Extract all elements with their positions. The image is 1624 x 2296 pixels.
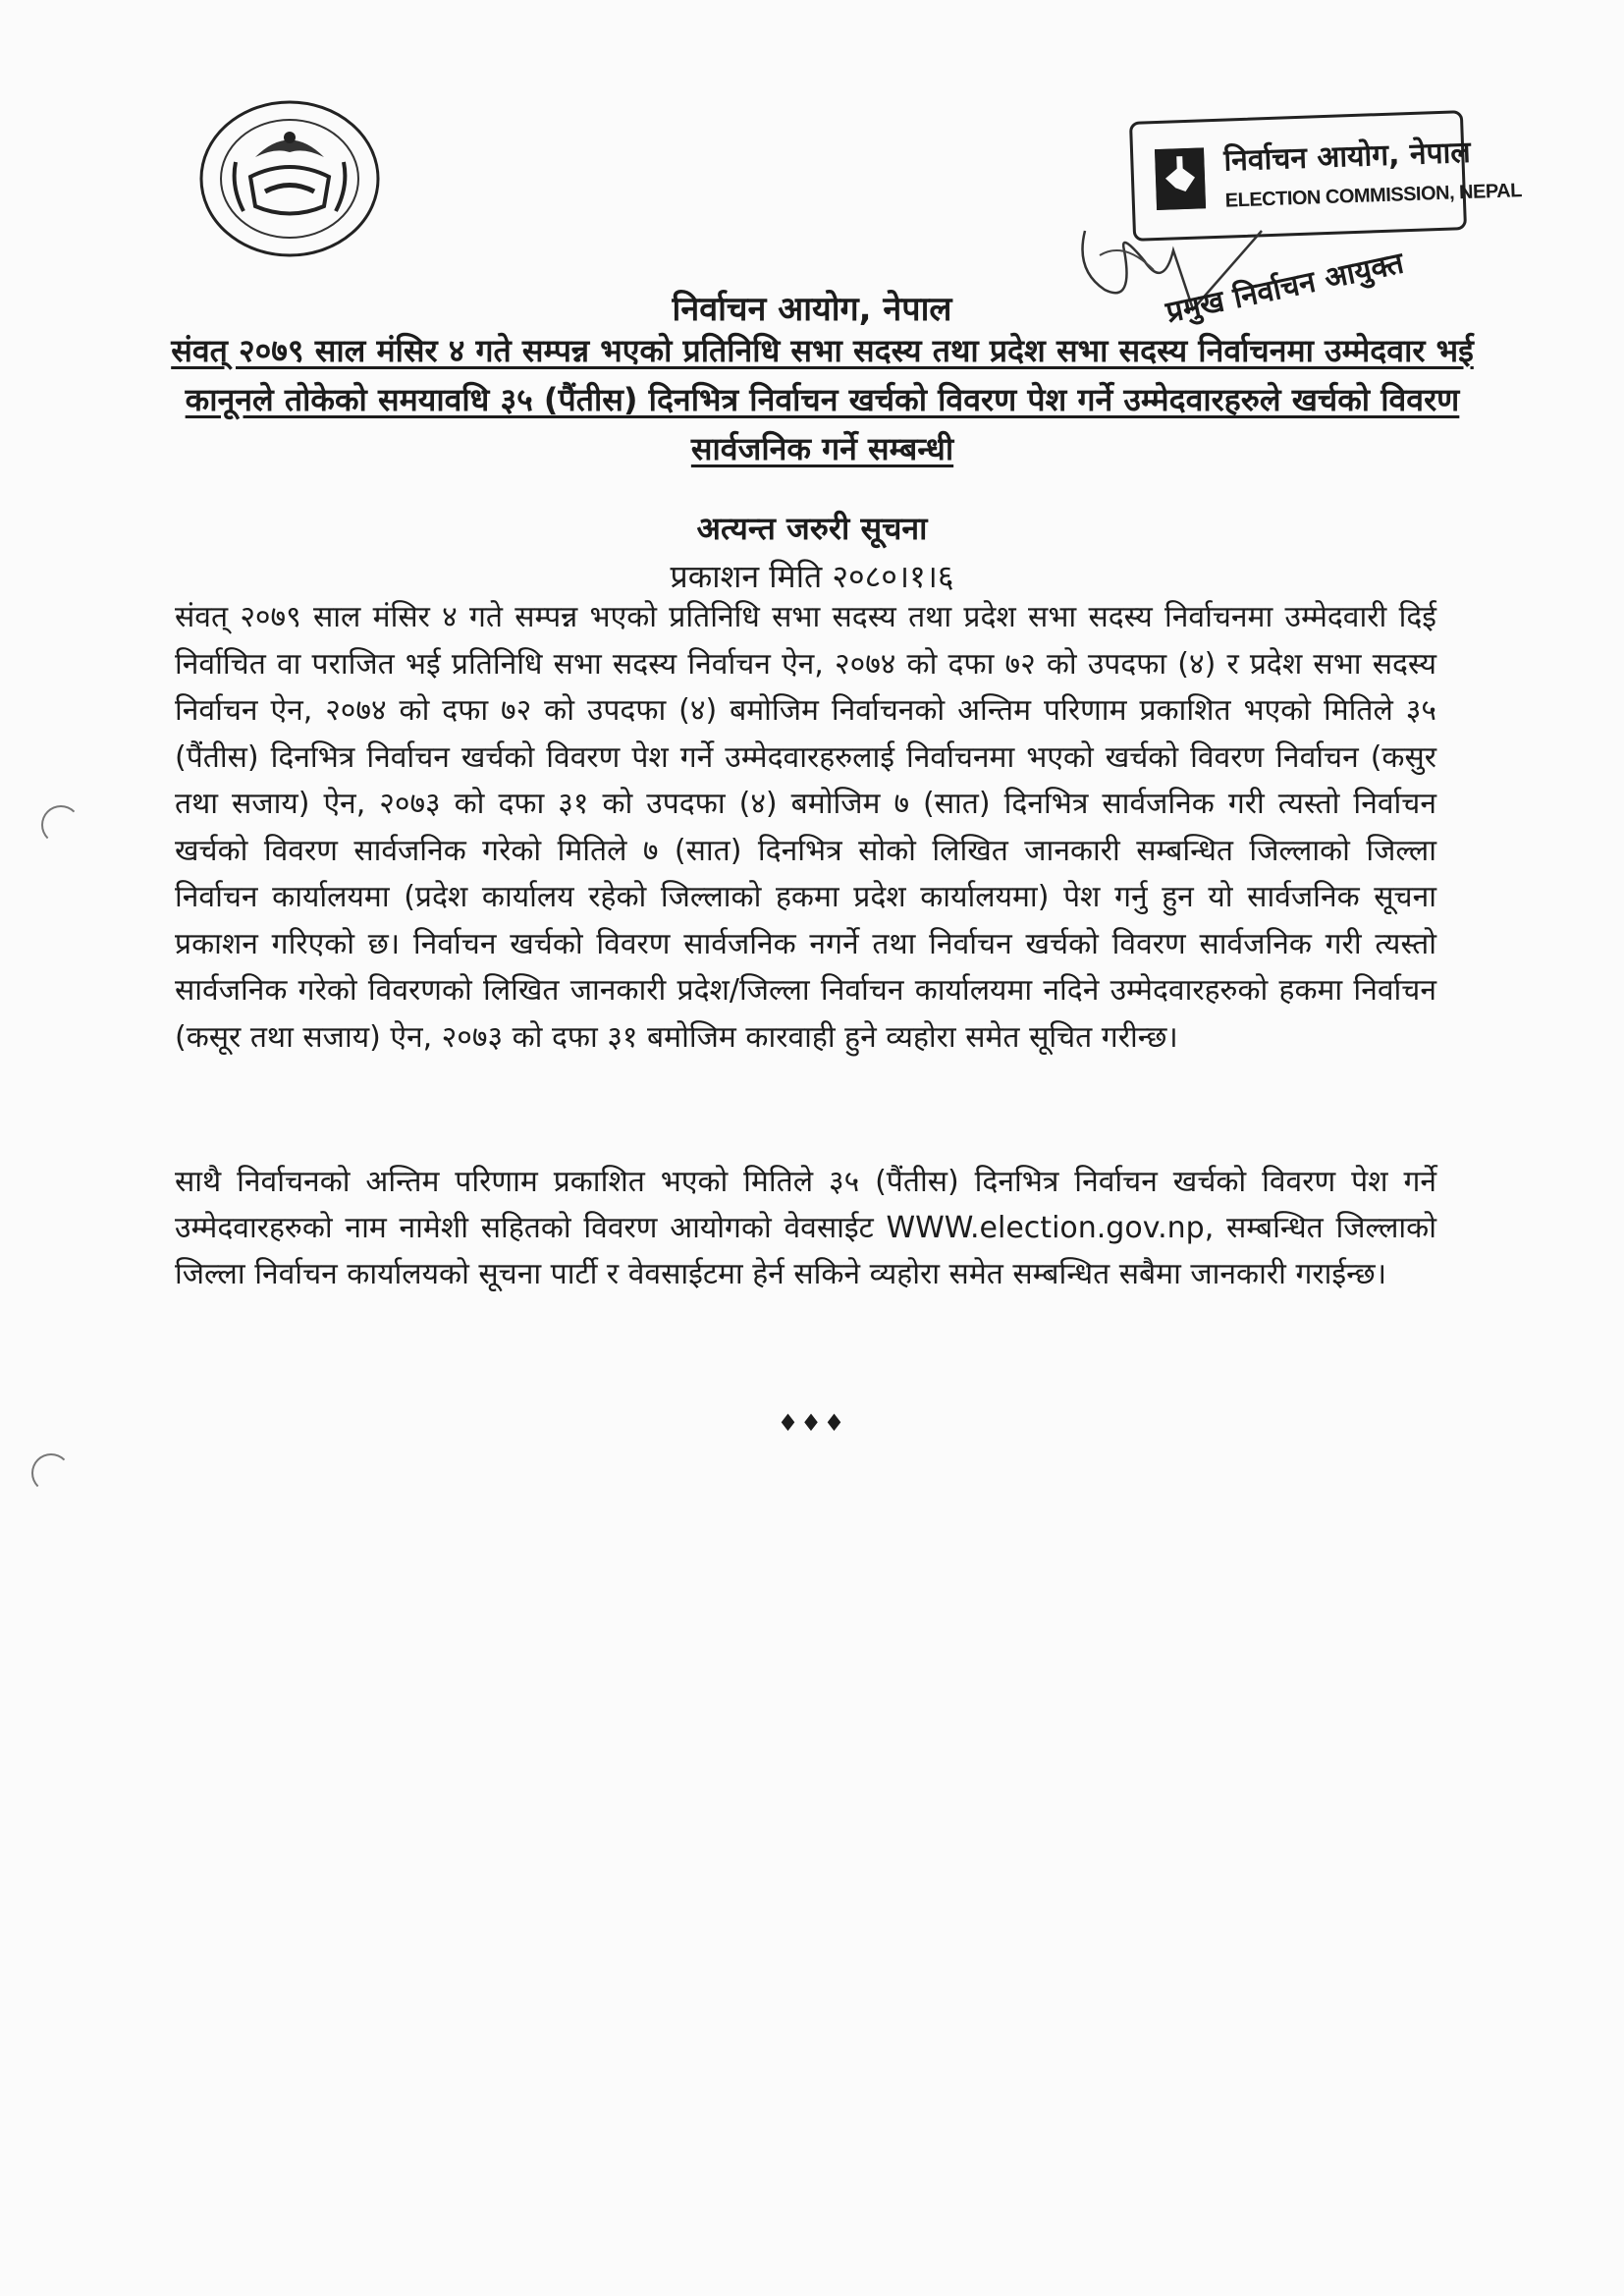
punch-hole xyxy=(31,1453,71,1493)
ec-name-english: ELECTION COMMISSION, NEPAL xyxy=(1224,180,1523,212)
organization-name: निर्वाचन आयोग, नेपाल xyxy=(672,290,952,329)
notice-subject: संवत् २०७९ साल मंसिर ४ गते सम्पन्न भएको प्रतिनिधि सभा सदस्य तथा प्रदेश सभा सदस्य निर्वाचनमा उम्मेदवार भई कानूनले तोकेको समयावधि ३५ (पैंतीस) दिनभित्र निर्वाचन खर्चको विवरण पेश गर्ने उम्मेदवारहरुले खर्चको विवरण सार्वजनिक गर्ने सम्बन्धी xyxy=(171,332,1474,467)
body-paragraph-2: साथै निर्वाचनको अन्तिम परिणाम प्रकाशित भएको मितिले ३५ (पैंतीस) दिनभित्र निर्वाचन खर्चको विवरण पेश गर्ने उम्मेदवारहरुको नाम नामेशी सहितको विवरण आयोगको वेवसाईट WWW.election.gov.np, सम्बन्धित जिल्लाको जिल्ला निर्वाचन कार्यालयको सूचना पार्टी र वेवसाईटमा हेर्न सकिने व्यहोरा समेत सम्बन्धित सबैमा जानकारी गराईन्छ। xyxy=(175,1165,1436,1291)
nepal-government-emblem-icon xyxy=(196,98,383,260)
ec-name-nepali: निर्वाचन आयोग, नेपाल xyxy=(1222,135,1472,179)
publication-date: प्रकाशन मिति २०८०।१।६ xyxy=(670,558,954,595)
body-paragraph-1: संवत् २०७९ साल मंसिर ४ गते सम्पन्न भएको प्रतिनिधि सभा सदस्य तथा प्रदेश सभा सदस्य निर्वाचनमा उम्मेदवारी दिई निर्वाचित वा पराजित भई प्रतिनिधि सभा सदस्य निर्वाचन ऐन, २०७४ को दफा ७२ को उपदफा (४) र प्रदेश सभा सदस्य निर्वाचन ऐन, २०७४ को दफा ७२ को उपदफा (४) बमोजिम निर्वाचनको अन्तिम परिणाम प्रकाशित भएको मितिले ३५ (पैंतीस) दिनभित्र निर्वाचन खर्चको विवरण पेश गर्ने उम्मेदवारहरुलाई निर्वाचनमा भएको खर्चको विवरण निर्वाचन (कसुर तथा सजाय) ऐन, २०७३ को दफा ३१ को उपदफा (४) बमोजिम ७ (सात) दिनभित्र सार्वजनिक गरी त्यस्तो निर्वाचन खर्चको विवरण सार्वजनिक गरेको मितिले ७ (सात) दिनभित्र सोको लिखित जानकारी सम्बन्धित जिल्लाको जिल्ला निर्वाचन कार्यालयमा (प्रदेश कार्यालय रहेको जिल्लाको हकमा प्रदेश कार्यालयमा) पेश गर्नु हुन यो सार्वजनिक सूचना प्रकाशन गरिएको छ। निर्वाचन खर्चको विवरण सार्वजनिक नगर्ने तथा निर्वाचन खर्चको विवरण सार्वजनिक गरी त्यस्तो सार्वजनिक गरेको विवरणको लिखित जानकारी प्रदेश/जिल्ला निर्वाचन कार्यालयमा नदिने उम्मेदवारहरुको हकमा निर्वाचन (कसूर तथा सजाय) ऐन, २०७३ को दफा ३१ बमोजिम कारवाही हुने व्यहोरा समेत सूचित गरीन्छ। xyxy=(175,600,1436,1055)
notice-title: अत्यन्त जरुरी सूचना xyxy=(696,510,928,547)
election-commission-mark-icon xyxy=(1155,147,1206,210)
signatory-title: प्रमुख निर्वाचन आयुक्त xyxy=(1163,246,1407,331)
punch-hole xyxy=(41,805,81,845)
end-divider: ♦♦♦ xyxy=(777,1409,847,1437)
